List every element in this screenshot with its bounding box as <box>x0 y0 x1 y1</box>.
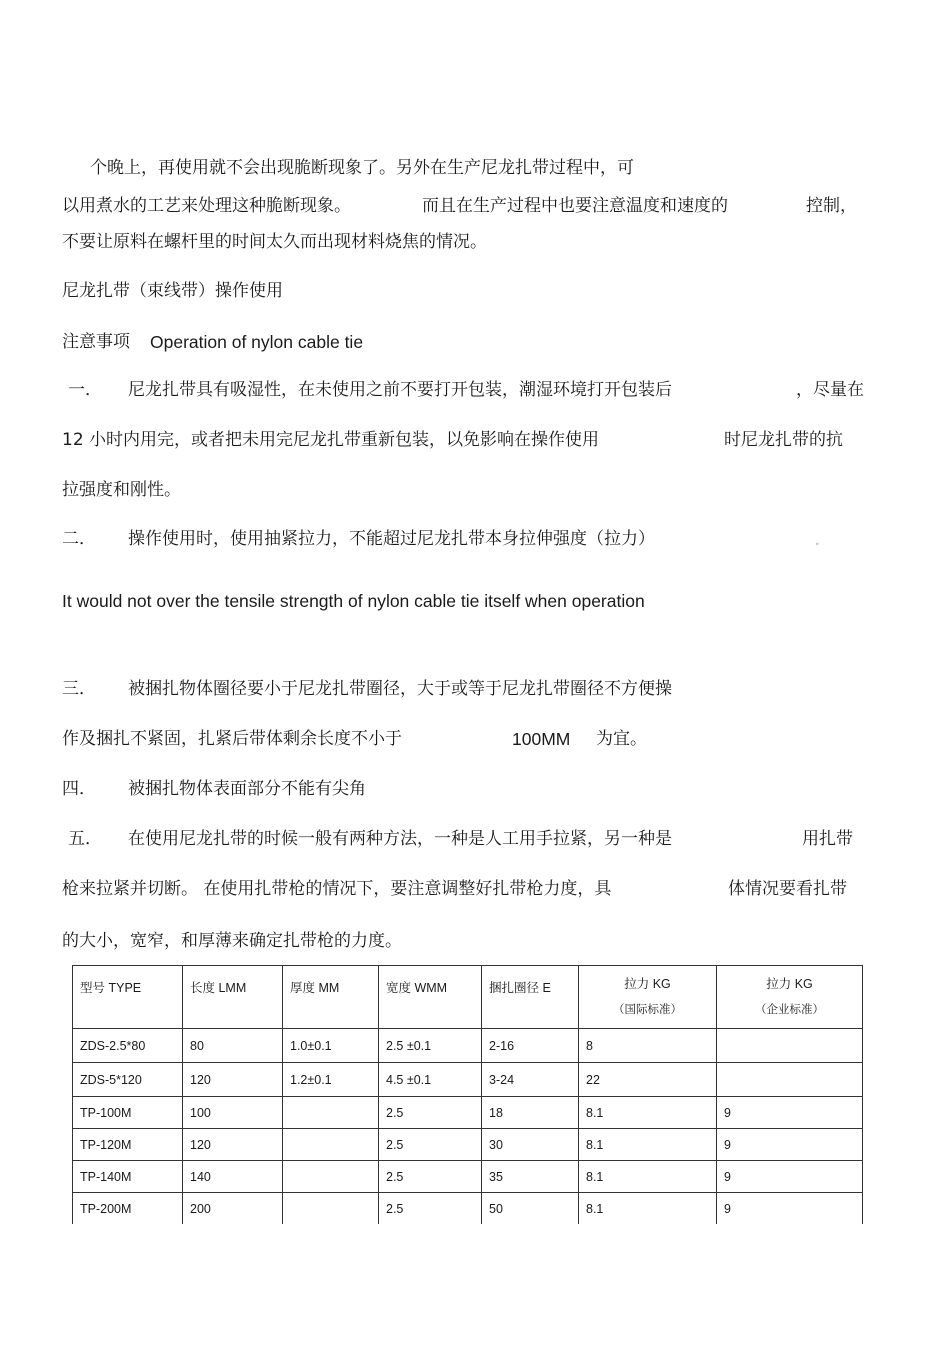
table-cell: 2.5 ±0.1 <box>379 1029 482 1063</box>
text-span: 而且在生产过程中也要注意温度和速度的 <box>422 196 728 216</box>
table-cell <box>283 1097 379 1129</box>
table-cell: 200 <box>183 1193 283 1225</box>
table-cell: 2.5 <box>379 1129 482 1161</box>
list-number: 四． <box>62 779 96 799</box>
column-header: 型号 TYPE <box>73 966 183 1029</box>
text-span: 时尼龙扎带的抗 <box>724 430 843 450</box>
table-cell: 9 <box>717 1129 863 1161</box>
text-span: 作及捆扎不紧固，扎紧后带体剩余长度不小于 <box>62 729 402 749</box>
text-span: 用扎带 <box>802 829 853 849</box>
text-span: It would not over the tensile strength of nylon cable tie itself when operation <box>62 591 645 611</box>
table-header-row <box>73 966 863 1029</box>
stray-period: 。 <box>816 538 823 546</box>
table-cell: 35 <box>482 1161 579 1193</box>
table-cell: 80 <box>183 1029 283 1063</box>
table-cell: TP-200M <box>73 1193 183 1225</box>
text-span: 操作使用时，使用抽紧拉力，不能超过尼龙扎带本身拉伸强度（拉力） <box>128 529 655 549</box>
table-cell <box>283 1161 379 1193</box>
table-cell: ZDS-5*120 <box>73 1063 183 1097</box>
table-cell <box>283 1129 379 1161</box>
heading-text-cn: 注意事项 <box>62 332 130 352</box>
table-cell: 2.5 <box>379 1097 482 1129</box>
text-span: 拉强度和刚性。 <box>62 480 181 500</box>
text-span: 的大小，宽窄，和厚薄来确定扎带枪的力度。 <box>62 931 402 951</box>
text-span: 个晚上，再使用就不会出现脆断现象了。另外在生产尼龙扎带过程中，可 <box>90 158 634 178</box>
table-cell: 120 <box>183 1063 283 1097</box>
table-row <box>73 1063 863 1097</box>
table-cell <box>717 1063 863 1097</box>
table-row <box>73 1029 863 1063</box>
table-cell: 8 <box>579 1029 717 1063</box>
table-cell: TP-120M <box>73 1129 183 1161</box>
text-span: 枪来拉紧并切断。 在使用扎带枪的情况下，要注意调整好扎带枪力度，具 <box>62 879 612 899</box>
column-header: 宽度 WMM <box>379 966 482 1029</box>
table-row <box>73 1161 863 1193</box>
text-span: 为宜。 <box>596 729 647 749</box>
list-number: 二． <box>62 529 96 549</box>
table-cell: 50 <box>482 1193 579 1225</box>
text-span: 以用煮水的工艺来处理这种脆断现象。 <box>62 196 351 216</box>
table-cell: 2.5 <box>379 1193 482 1225</box>
column-header <box>579 966 717 1029</box>
text-span: 不要让原料在螺杆里的时间太久而出现材料烧焦的情况。 <box>62 232 487 252</box>
table-cell: 3-24 <box>482 1063 579 1097</box>
header-sub: （国际标准） <box>613 1004 682 1016</box>
table-cell: TP-100M <box>73 1097 183 1129</box>
heading-text-en: Operation of nylon cable tie <box>150 332 364 352</box>
table-cell: 2-16 <box>482 1029 579 1063</box>
header-sub: （企业标准） <box>755 1004 824 1016</box>
table-cell: 2.5 <box>379 1161 482 1193</box>
list-number: 一． <box>68 380 102 400</box>
text-span: 控制， <box>806 196 857 216</box>
table-cell: 120 <box>183 1129 283 1161</box>
table-cell: 8.1 <box>579 1161 717 1193</box>
table-cell: ZDS-2.5*80 <box>73 1029 183 1063</box>
text-span: ，尽量在 <box>796 380 864 400</box>
table-row <box>73 1129 863 1161</box>
table-cell: 8.1 <box>579 1193 717 1225</box>
text-span: 尼龙扎带具有吸湿性，在未使用之前不要打开包装，潮湿环境打开包装后 <box>128 380 672 400</box>
table-row <box>73 1097 863 1129</box>
table-cell: 9 <box>717 1097 863 1129</box>
table-cell: TP-140M <box>73 1161 183 1193</box>
text-span: 在使用尼龙扎带的时候一般有两种方法，一种是人工用手拉紧，另一种是 <box>128 829 672 849</box>
table-cell <box>283 1193 379 1225</box>
table-cell: 18 <box>482 1097 579 1129</box>
table-cell: 8.1 <box>579 1129 717 1161</box>
text-span: 12 小时内用完，或者把未用完尼龙扎带重新包装，以免影响在操作使用 <box>62 430 600 450</box>
text-span: 100MM <box>512 729 571 749</box>
text-span: 被捆扎物体表面部分不能有尖角 <box>128 779 366 799</box>
table-cell: 22 <box>579 1063 717 1097</box>
table-cell: 9 <box>717 1161 863 1193</box>
header-main: 拉力 KG <box>766 977 813 991</box>
table-cell: 140 <box>183 1161 283 1193</box>
table-body <box>73 1029 863 1225</box>
table-row <box>73 1193 863 1225</box>
column-header <box>717 966 863 1029</box>
text-span: 体情况要看扎带 <box>728 879 847 899</box>
table-cell: 1.0±0.1 <box>283 1029 379 1063</box>
table-cell: 4.5 ±0.1 <box>379 1063 482 1097</box>
heading-text: 尼龙扎带（束线带）操作使用 <box>62 281 283 301</box>
spec-table <box>72 965 863 1224</box>
column-header: 长度 LMM <box>183 966 283 1029</box>
column-header: 厚度 MM <box>283 966 379 1029</box>
header-main: 拉力 KG <box>624 977 671 991</box>
table-cell: 100 <box>183 1097 283 1129</box>
table-cell: 30 <box>482 1129 579 1161</box>
table-cell: 1.2±0.1 <box>283 1063 379 1097</box>
text-span: 被捆扎物体圈径要小于尼龙扎带圈径，大于或等于尼龙扎带圈径不方便操 <box>128 679 672 699</box>
column-header: 捆扎圈径 E <box>482 966 579 1029</box>
list-number: 五． <box>68 829 102 849</box>
table-cell: 9 <box>717 1193 863 1225</box>
table-cell: 8.1 <box>579 1097 717 1129</box>
table-cell <box>717 1029 863 1063</box>
list-number: 三． <box>62 679 96 699</box>
